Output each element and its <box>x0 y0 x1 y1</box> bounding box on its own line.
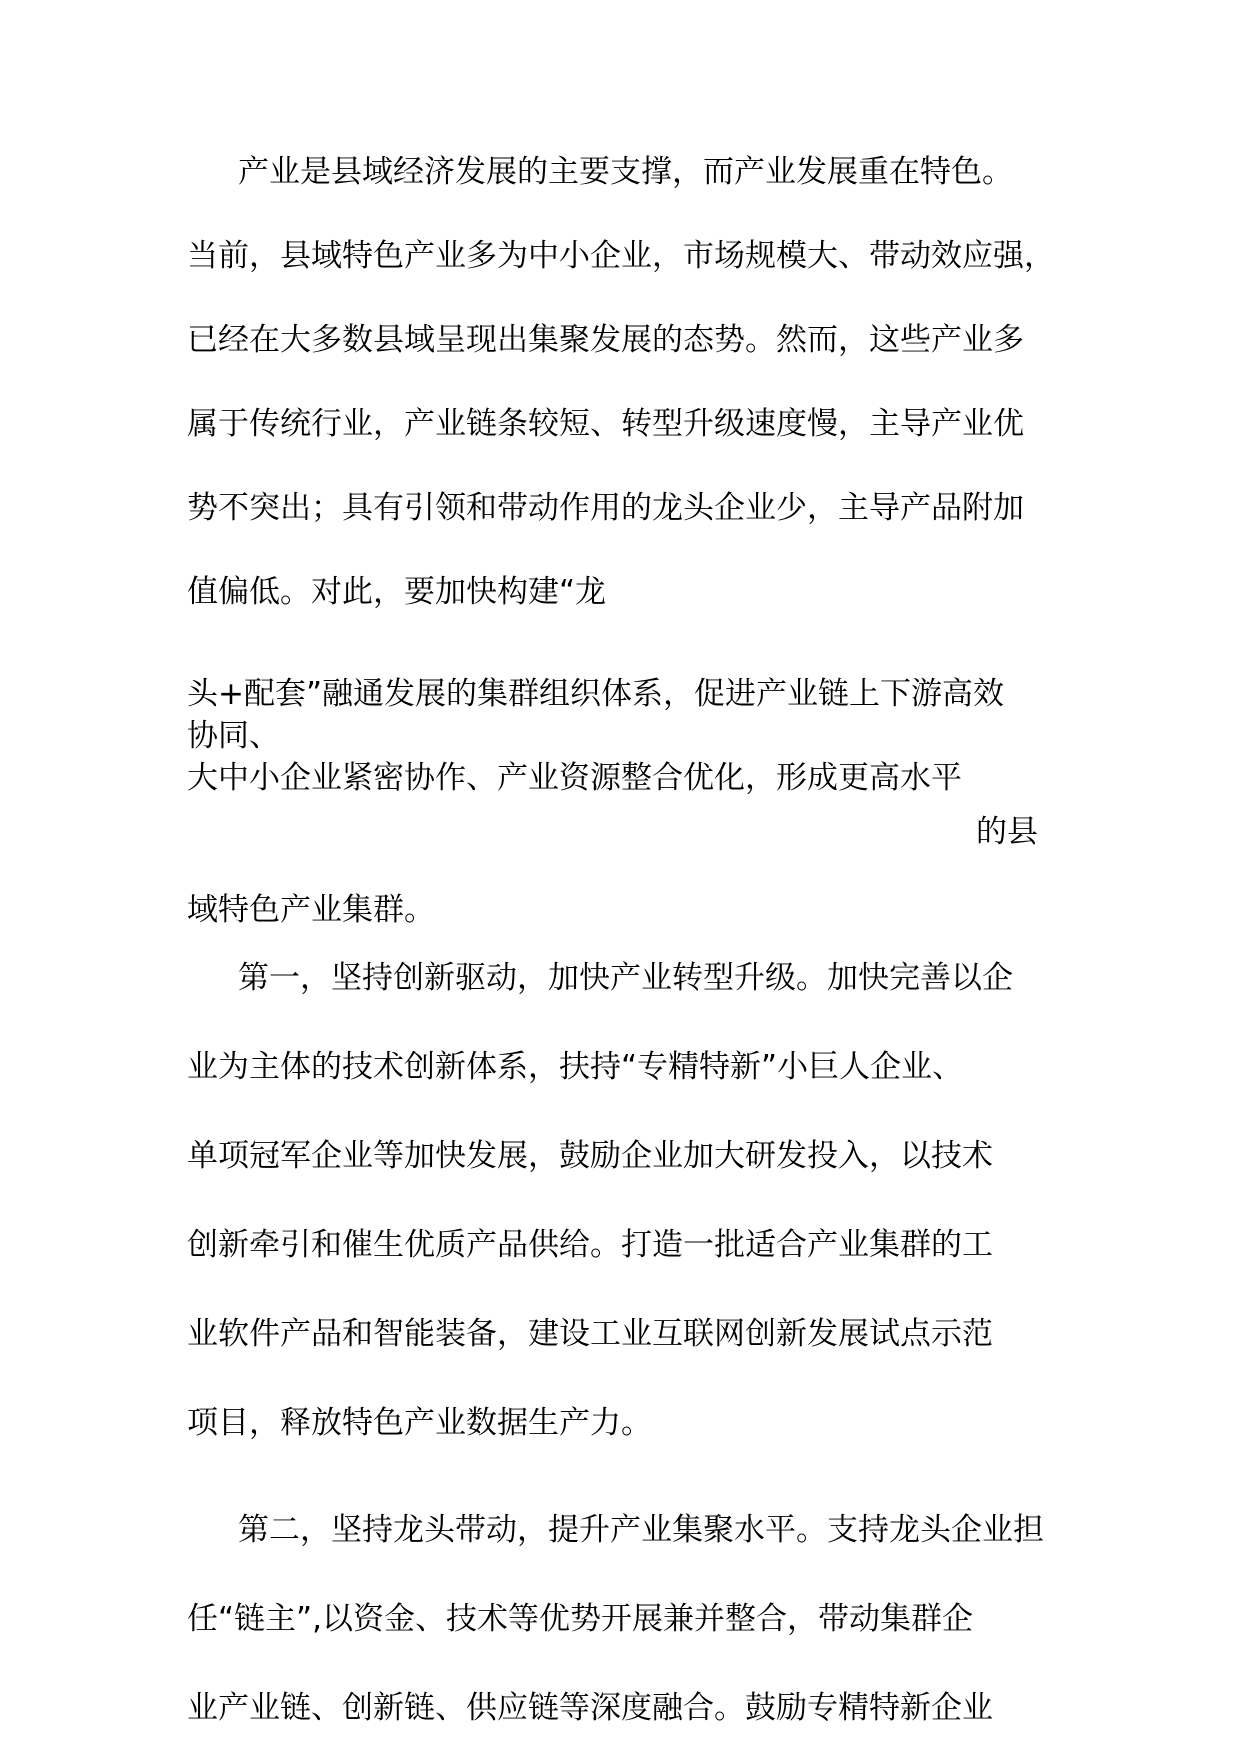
text-line-12: 第一，坚持创新驱动，加快产业转型升级。加快完善以企 <box>238 960 1013 996</box>
text-line-4: 属于传统行业，产业链条较短、转型升级速度慢，主导产业优 <box>187 406 1024 442</box>
text-line-7: 头+配套”融通发展的集群组织体系，促进产业链上下游高效 <box>187 676 1005 712</box>
text-line-8: 协同、 <box>187 718 280 754</box>
text-line-17: 项目，释放特色产业数据生产力。 <box>187 1405 652 1441</box>
text-line-13: 业为主体的技术创新体系，扶持“专精特新”小巨人企业、 <box>187 1049 964 1085</box>
text-line-16: 业软件产品和智能装备，建设工业互联网创新发展试点示范 <box>187 1316 993 1352</box>
text-line-18: 第二，坚持龙头带动，提升产业集聚水平。支持龙头企业担 <box>238 1512 1044 1548</box>
text-line-20: 业产业链、创新链、供应链等深度融合。鼓励专精特新企业 <box>187 1690 993 1726</box>
text-line-2: 当前，县域特色产业多为中小企业，市场规模大、带动效应强， <box>187 238 1055 274</box>
text-line-9: 大中小企业紧密协作、产业资源整合优化，形成更高水平 <box>187 760 962 796</box>
text-line-14: 单项冠军企业等加快发展，鼓励企业加大研发投入，以技术 <box>187 1138 993 1174</box>
text-line-6: 值偏低。对此，要加快构建“龙 <box>187 574 607 610</box>
text-line-5: 势不突出；具有引领和带动作用的龙头企业少，主导产品附加 <box>187 490 1024 526</box>
text-line-19: 任“链主”,以资金、技术等优势开展兼并整合，带动集群企 <box>187 1601 973 1637</box>
text-line-10: 的县 <box>976 814 1038 850</box>
text-line-3: 已经在大多数县域呈现出集聚发展的态势。然而，这些产业多 <box>187 322 1024 358</box>
text-line-1: 产业是县域经济发展的主要支撑，而产业发展重在特色。 <box>238 154 1013 190</box>
text-line-15: 创新牵引和催生优质产品供给。打造一批适合产业集群的工 <box>187 1227 993 1263</box>
text-line-11: 域特色产业集群。 <box>187 892 435 928</box>
